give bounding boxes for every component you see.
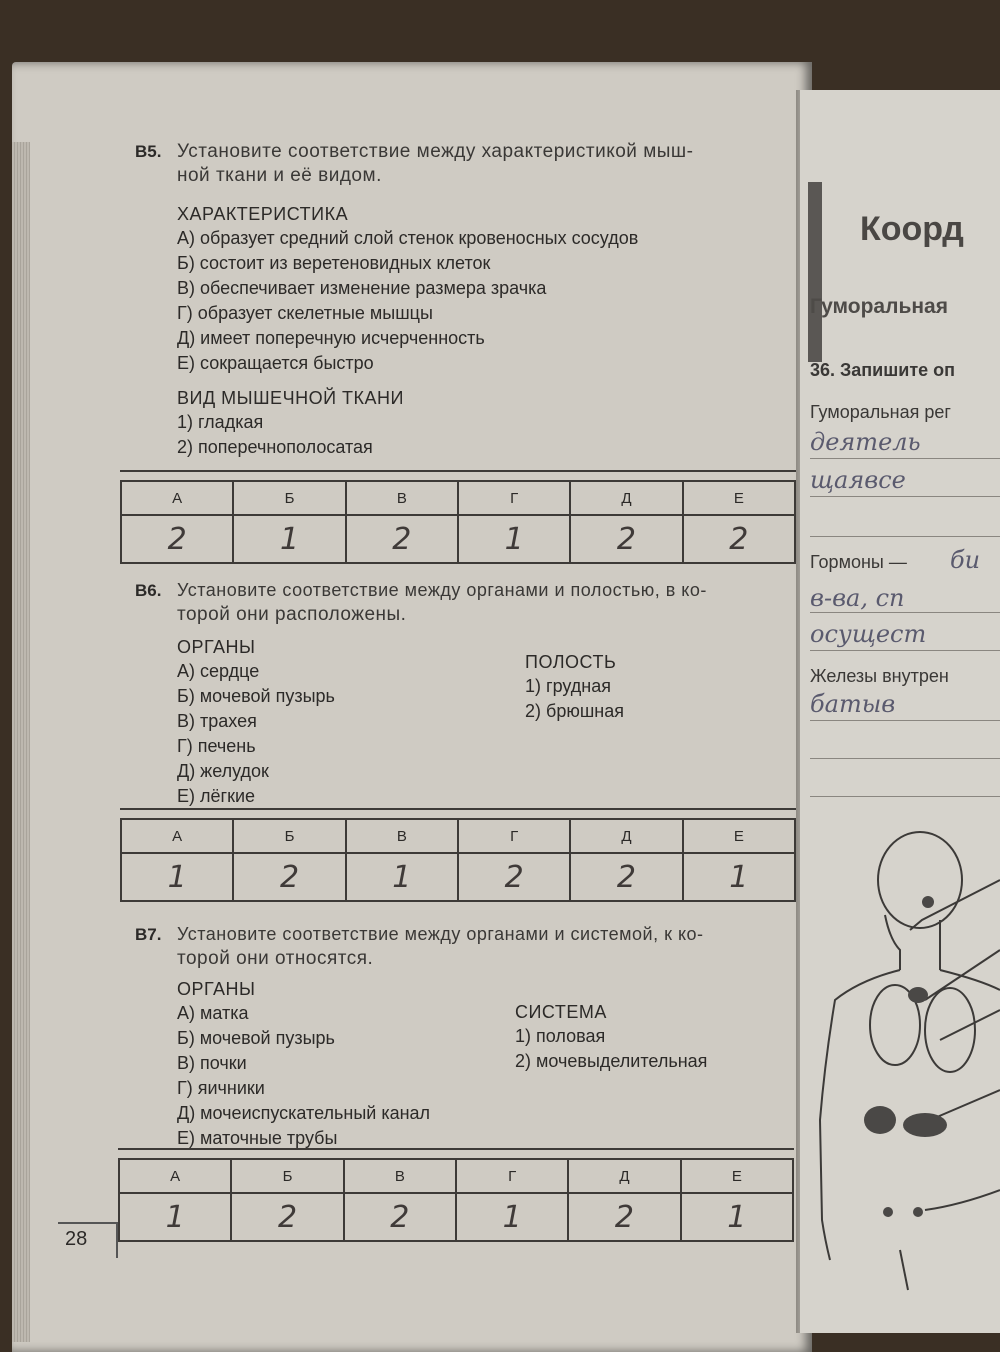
- answer-cell[interactable]: 1: [346, 853, 458, 901]
- answer-cell[interactable]: 1: [121, 853, 233, 901]
- list-item: 1) половая: [515, 1026, 606, 1046]
- list-item: А) образует средний слой стенок кровеносных сосудов: [177, 228, 639, 248]
- list-item: А) матка: [177, 1003, 249, 1023]
- answer-line: [810, 720, 1000, 721]
- answer-line: [810, 496, 1000, 497]
- hormones-label: Гормоны —: [810, 552, 907, 572]
- cavity-list: [525, 674, 624, 724]
- list-item: А) сердце: [177, 661, 260, 681]
- organs-heading: ОРГАНЫ: [177, 637, 256, 657]
- list-item: Д) мочеиспускательный канал: [177, 1103, 431, 1123]
- task-question-cont: торой они относятся.: [177, 948, 374, 969]
- answer-cell[interactable]: 1: [233, 515, 345, 563]
- answer-cell[interactable]: 2: [458, 853, 570, 901]
- page-edge: [12, 142, 30, 1342]
- cavity-block: [525, 650, 624, 724]
- system-list: [515, 1024, 707, 1074]
- table-header-cell: Е: [683, 819, 795, 853]
- handwritten-answer: в-ва, сп: [810, 584, 905, 612]
- table-header-cell: Г: [456, 1159, 568, 1193]
- list-item: Д) желудок: [177, 761, 269, 781]
- page-number: 28: [65, 1228, 88, 1250]
- list-item: В) обеспечивает изменение размера зрачка: [177, 278, 547, 298]
- kidney-gland: [864, 1106, 896, 1134]
- table-header-cell: Е: [681, 1159, 793, 1193]
- organs-list: [135, 659, 805, 809]
- lung-right: [925, 988, 975, 1072]
- table-header-cell: Д: [570, 481, 682, 515]
- answer-cell[interactable]: 2: [233, 853, 345, 901]
- gonad-gland: [913, 1207, 923, 1217]
- pituitary-gland: [922, 896, 934, 908]
- answer-cell[interactable]: 2: [570, 853, 682, 901]
- divider: [120, 470, 796, 472]
- answer-cell[interactable]: 2: [683, 515, 795, 563]
- handwritten-answer: би: [950, 546, 981, 574]
- handwritten-answer: осущест: [810, 620, 927, 648]
- table-header-cell: Д: [568, 1159, 680, 1193]
- list-item: Г) печень: [177, 736, 256, 756]
- table-header-cell: Б: [231, 1159, 343, 1193]
- definition-label: Гуморальная рег: [810, 402, 951, 422]
- neck-outline: [885, 915, 900, 970]
- list-item: Б) состоит из веретеновидных клеток: [177, 253, 491, 273]
- pointer-line: [940, 1010, 1000, 1040]
- pointer-line: [930, 1090, 1000, 1120]
- characteristic-list: [135, 226, 815, 376]
- list-item: Е) сокращается быстро: [177, 353, 374, 373]
- task-36: 36. Запишите оп: [810, 360, 956, 380]
- table-header-cell: В: [346, 481, 458, 515]
- system-heading: СИСТЕМА: [515, 1002, 607, 1022]
- endocrine-figure-illustration: [800, 820, 1000, 1333]
- task-question-cont: ной ткани и её видом.: [177, 165, 382, 186]
- table-header-cell: В: [346, 819, 458, 853]
- task-b6: [135, 578, 805, 809]
- table-header-cell: Г: [458, 481, 570, 515]
- task-question: Установите соответствие между характеристикой мыш-: [177, 141, 694, 162]
- head-outline: [878, 832, 962, 928]
- task-code: В5.: [135, 142, 162, 161]
- organs-heading: ОРГАНЫ: [177, 979, 256, 999]
- system-block: [515, 1000, 707, 1074]
- task-code: В7.: [135, 925, 162, 944]
- list-item: В) трахея: [177, 711, 257, 731]
- handwritten-answer: щаявсе: [810, 466, 906, 494]
- cavity-heading: ПОЛОСТЬ: [525, 652, 617, 672]
- divider: [118, 1148, 794, 1150]
- muscle-type-list: [135, 410, 815, 460]
- divider: [120, 808, 796, 810]
- answer-cell[interactable]: 2: [344, 1193, 456, 1241]
- list-item: Б) мочевой пузырь: [177, 1028, 335, 1048]
- task-question: Установите соответствие между органами и системой, к ко-: [177, 924, 704, 944]
- answer-table-b6: [120, 818, 796, 902]
- answer-line: [810, 612, 1000, 613]
- table-header-cell: В: [344, 1159, 456, 1193]
- answer-cell[interactable]: 1: [683, 853, 795, 901]
- list-item: 1) грудная: [525, 676, 611, 696]
- answer-cell[interactable]: 2: [231, 1193, 343, 1241]
- right-page: [800, 90, 1000, 1333]
- task-code: В6.: [135, 581, 162, 600]
- answer-line: [810, 650, 1000, 651]
- table-header-cell: А: [119, 1159, 231, 1193]
- answer-table-b7: [118, 1158, 794, 1242]
- list-item: 2) мочевыделительная: [515, 1051, 708, 1071]
- characteristic-heading: ХАРАКТЕРИСТИКА: [177, 204, 349, 224]
- answer-cell[interactable]: 1: [119, 1193, 231, 1241]
- glands-label: Железы внутрен: [810, 666, 949, 686]
- answer-line: [810, 796, 1000, 797]
- list-item: Б) мочевой пузырь: [177, 686, 335, 706]
- list-item: 2) поперечнополосатая: [177, 437, 373, 457]
- list-item: Е) маточные трубы: [177, 1128, 338, 1148]
- list-item: Е) лёгкие: [177, 786, 256, 806]
- table-header-cell: Д: [570, 819, 682, 853]
- list-item: Г) яичники: [177, 1078, 265, 1098]
- list-item: 2) брюшная: [525, 701, 624, 721]
- handwritten-answer: батыв: [810, 690, 896, 718]
- answer-line: [810, 458, 1000, 459]
- gonad-gland: [883, 1207, 893, 1217]
- section-title: Гуморальная: [810, 295, 948, 318]
- table-header-cell: Б: [233, 481, 345, 515]
- table-header-cell: Б: [233, 819, 345, 853]
- answer-cell[interactable]: 1: [681, 1193, 793, 1241]
- chapter-bar: [808, 182, 822, 362]
- handwritten-answer: деятель: [810, 428, 921, 456]
- table-header-cell: А: [121, 819, 233, 853]
- list-item: Д) имеет поперечную исчерченность: [177, 328, 485, 348]
- table-header-cell: Г: [458, 819, 570, 853]
- answer-cell[interactable]: 2: [568, 1193, 680, 1241]
- answer-cell[interactable]: 2: [570, 515, 682, 563]
- answer-cell[interactable]: 2: [346, 515, 458, 563]
- task-question-cont: торой они расположены.: [177, 604, 407, 625]
- list-item: 1) гладкая: [177, 412, 264, 432]
- pointer-line: [925, 1190, 1000, 1210]
- thyroid-gland: [908, 987, 928, 1003]
- answer-cell[interactable]: 1: [458, 515, 570, 563]
- answer-cell[interactable]: 2: [121, 515, 233, 563]
- answer-line: [810, 536, 1000, 537]
- pancreas-gland: [903, 1113, 947, 1137]
- answer-table-b5: [120, 480, 796, 564]
- task-question: Установите соответствие между органами и полостью, в ко-: [177, 580, 707, 600]
- list-item: В) почки: [177, 1053, 247, 1073]
- chapter-title: Коорд: [860, 210, 964, 248]
- answer-cell[interactable]: 1: [456, 1193, 568, 1241]
- table-header-cell: А: [121, 481, 233, 515]
- task-b5: [135, 140, 815, 460]
- muscle-type-heading: ВИД МЫШЕЧНОЙ ТКАНИ: [177, 388, 404, 408]
- list-item: Г) образует скелетные мышцы: [177, 303, 433, 323]
- table-header-cell: Е: [683, 481, 795, 515]
- answer-line: [810, 758, 1000, 759]
